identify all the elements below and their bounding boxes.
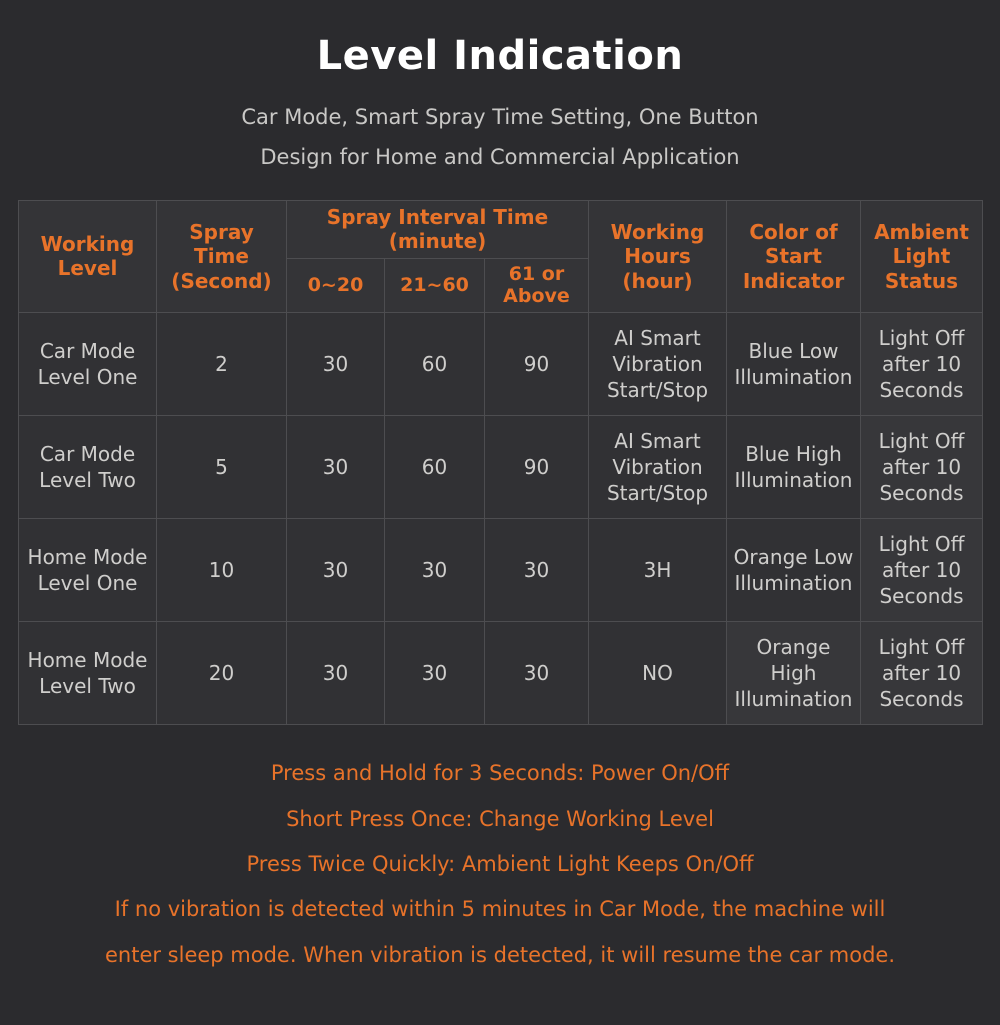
header-interval-0-20: 0~20	[287, 258, 385, 313]
table-row	[19, 622, 983, 725]
cell-interval-0-20: 30	[287, 313, 385, 416]
cell-interval-0-20: 30	[287, 622, 385, 725]
page-subtitle	[0, 98, 1000, 178]
cell-working-level: Car Mode Level Two	[19, 416, 157, 519]
table-header-row-1	[19, 200, 983, 258]
header-color-start-indicator: Color of Start Indicator	[727, 200, 861, 312]
cell-working-level: Home Mode Level Two	[19, 622, 157, 725]
cell-working-hours: NO	[589, 622, 727, 725]
table-head	[19, 200, 983, 312]
header-working-hours: Working Hours (hour)	[589, 200, 727, 312]
cell-ambient-light-status: Light Off after 10 Seconds	[861, 622, 983, 725]
cell-color-start-indicator: Blue High Illumination	[727, 416, 861, 519]
cell-working-level: Home Mode Level One	[19, 519, 157, 622]
cell-ambient-light-status: Light Off after 10 Seconds	[861, 313, 983, 416]
table-row	[19, 416, 983, 519]
spec-table-container	[18, 200, 982, 725]
cell-ambient-light-status: Light Off after 10 Seconds	[861, 416, 983, 519]
note-line-4: If no vibration is detected within 5 minutes in Car Mode, the machine will	[114, 897, 886, 922]
cell-interval-0-20: 30	[287, 519, 385, 622]
table-body	[19, 313, 983, 725]
header-spray-interval: Spray Interval Time (minute)	[287, 200, 589, 258]
cell-ambient-light-status: Light Off after 10 Seconds	[861, 519, 983, 622]
table-row	[19, 519, 983, 622]
cell-color-start-indicator: Orange High Illumination	[727, 622, 861, 725]
operation-notes	[0, 751, 1000, 978]
cell-spray-time: 10	[157, 519, 287, 622]
cell-working-hours: 3H	[589, 519, 727, 622]
cell-spray-time: 5	[157, 416, 287, 519]
cell-color-start-indicator: Blue Low Illumination	[727, 313, 861, 416]
cell-interval-21-60: 60	[385, 416, 485, 519]
spec-table	[18, 200, 983, 725]
cell-interval-21-60: 30	[385, 622, 485, 725]
cell-interval-61-above: 30	[485, 519, 589, 622]
cell-interval-21-60: 30	[385, 519, 485, 622]
page-title: Level Indication	[316, 33, 684, 79]
cell-interval-21-60: 60	[385, 313, 485, 416]
header-ambient-light-status: Ambient Light Status	[861, 200, 983, 312]
cell-interval-61-above: 90	[485, 416, 589, 519]
cell-working-hours: AI Smart Vibration Start/Stop	[589, 416, 727, 519]
cell-spray-time: 2	[157, 313, 287, 416]
cell-working-hours: AI Smart Vibration Start/Stop	[589, 313, 727, 416]
header-spray-time: Spray Time (Second)	[157, 200, 287, 312]
cell-working-level: Car Mode Level One	[19, 313, 157, 416]
header-interval-61-above: 61 or Above	[485, 258, 589, 313]
cell-color-start-indicator: Orange Low Illumination	[727, 519, 861, 622]
cell-interval-0-20: 30	[287, 416, 385, 519]
table-row	[19, 313, 983, 416]
header-working-level: Working Level	[19, 200, 157, 312]
cell-spray-time: 20	[157, 622, 287, 725]
note-line-5: enter sleep mode. When vibration is detected, it will resume the car mode.	[104, 942, 895, 967]
note-line-2: Short Press Once: Change Working Level	[286, 806, 714, 831]
cell-interval-61-above: 90	[485, 313, 589, 416]
cell-interval-61-above: 30	[485, 622, 589, 725]
header-interval-21-60: 21~60	[385, 258, 485, 313]
note-line-1: Press and Hold for 3 Seconds: Power On/Off	[270, 761, 730, 786]
subtitle-line-2: Design for Home and Commercial Application	[260, 144, 740, 169]
subtitle-line-1: Car Mode, Smart Spray Time Setting, One Button	[241, 105, 759, 129]
note-line-3: Press Twice Quickly: Ambient Light Keeps On/Off	[246, 851, 754, 876]
